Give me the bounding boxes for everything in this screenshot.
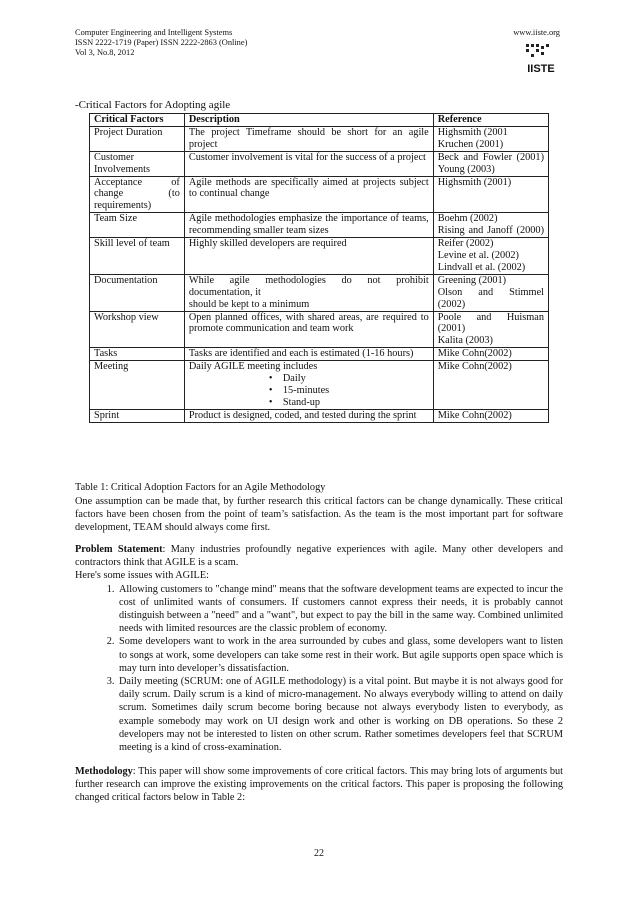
table-row: [90, 176, 549, 213]
reference-cell: [433, 126, 548, 151]
table-row: [90, 361, 549, 410]
critical-factors-table: [89, 113, 549, 423]
methodology-label: Methodology: [75, 766, 133, 777]
description-line: documentation, it: [188, 286, 261, 298]
col-header-reference: Reference: [433, 114, 548, 127]
issues-list: [75, 583, 563, 755]
factor-cell: Team Size: [90, 213, 185, 238]
methodology-text: : This paper will show some improvements of core critical factors. This may bring lots of arguments but further research can improve the existing improvements on the critical factors. This paper is proposing the following changed critical factors below in Table 2:: [75, 766, 563, 804]
col-header-description: Description: [184, 114, 433, 127]
table-row: [90, 409, 549, 422]
reference-line: Beck and Fowler (2001): [437, 151, 544, 163]
factor-cell: Customer Involvements: [90, 151, 185, 176]
factor-cell: Project Duration: [90, 126, 185, 151]
description-cell: Tasks are identified and each is estimated (1-16 hours): [184, 348, 433, 361]
description-cell: Customer involvement is vital for the success of a project: [184, 151, 433, 176]
description-cell: [184, 361, 433, 410]
description-line: should be kept to a minimum: [188, 298, 310, 310]
reference-cell: [433, 409, 548, 422]
description-cell: Agile methods are specifically aimed at projects subject to continual change: [184, 176, 433, 213]
section-title: -Critical Factors for Adopting agile: [75, 99, 231, 111]
reference-line: Mike Cohn(2002): [437, 361, 512, 373]
meeting-bullet-list: [189, 373, 429, 409]
reference-cell: [433, 238, 548, 275]
description-cell: Agile methodologies emphasize the importance of teams, recommending smaller team sizes: [184, 213, 433, 238]
factor-cell: Acceptance of change (to requirements): [90, 176, 185, 213]
reference-line: Boehm (2002): [437, 213, 498, 225]
reference-cell: [433, 361, 548, 410]
factor-cell: Documentation: [90, 274, 185, 311]
website-link[interactable]: www.iiste.org: [513, 28, 560, 37]
description-line: While agile methodologies do not prohibit: [188, 274, 429, 286]
paragraph-assumption: One assumption can be made that, by further research this critical factors can be change dynamically. These critical factors have been chosen from the point of team’s satisfaction. As the team is the most important part for software development, TEAM should always come first.: [75, 496, 563, 534]
description-line: Daily AGILE meeting includes: [188, 361, 318, 373]
table-row: [90, 274, 549, 311]
reference-line: Kalita (2003): [437, 335, 493, 347]
description-cell: Open planned offices, with shared areas, are required to promote communication and team work: [184, 311, 433, 348]
reference-cell: [433, 311, 548, 348]
methodology-paragraph: [75, 765, 563, 805]
iiste-logo: [524, 42, 558, 74]
problem-statement-paragraph: [75, 543, 563, 569]
col-header-factors: Critical Factors: [90, 114, 185, 127]
description-cell: Product is designed, coded, and tested during the sprint: [184, 409, 433, 422]
problem-statement-text: : Many industries profoundly negative experiences with agile. Many other developers and contractors think that AGILE is a scam.: [75, 544, 563, 569]
table-row: [90, 151, 549, 176]
reference-line: Levine et al. (2002): [437, 249, 519, 261]
reference-line: Olson and Stimmel (2002): [437, 286, 544, 310]
issue-item: 2. Some developers want to work in the area surrounded by cubes and glass, some developers want to listen to songs at work, some developers can take some rest in their work. But agile supports open space which is may turn into developer’s dissatisfaction.: [117, 635, 563, 675]
journal-name: Computer Engineering and Intelligent Systems: [75, 28, 233, 37]
reference-line: Young (2003): [437, 163, 495, 175]
table-row: [90, 348, 549, 361]
reference-cell: [433, 348, 548, 361]
bullet-item: • Stand-up: [269, 397, 429, 409]
reference-line: Lindvall et al. (2002): [437, 261, 526, 273]
table-caption: Table 1: Critical Adoption Factors for an Agile Methodology: [75, 482, 326, 493]
volume-line: Vol 3, No.8, 2012: [75, 48, 135, 57]
reference-line: Highsmith (2001): [437, 176, 512, 188]
description-cell: The project Timeframe should be short for an agile project: [184, 126, 433, 151]
issue-item: 3. Daily meeting (SCRUM: one of AGILE methodology) is a vital point. But maybe it is not always good for daily scrum. Daily scrum is a kind of micro-management. No always everybody willing to attend on daily scrum. Sometimes daily scrum become boring because not always everybody listen to everybody, as example somebody may work on UI design work and other is working on DB operations. So these 2 developers may not be interested to listen on other scrum. Rather sometimes developers feel that SCRUM meeting is a kind of cross-examination.: [117, 675, 563, 754]
logo-text: IISTE: [527, 63, 555, 74]
bullet-item: • 15-minutes: [269, 385, 429, 397]
problem-statement-label: Problem Statement: [75, 544, 163, 555]
factor-cell: Meeting: [90, 361, 185, 410]
reference-line: Mike Cohn(2002): [437, 409, 512, 421]
reference-cell: [433, 213, 548, 238]
page-number: 22: [314, 848, 324, 859]
reference-cell: [433, 151, 548, 176]
table-header-row: [90, 114, 549, 127]
reference-line: Reifer (2002): [437, 238, 494, 250]
factor-cell: Tasks: [90, 348, 185, 361]
reference-line: Mike Cohn(2002): [437, 348, 512, 360]
problem-statement-section: [75, 543, 563, 754]
reference-line: Greening (2001): [437, 274, 507, 286]
table-row: [90, 213, 549, 238]
reference-line: Poole and Huisman (2001): [437, 311, 544, 335]
table-row: [90, 126, 549, 151]
table-row: [90, 311, 549, 348]
bullet-item: • Daily: [269, 373, 429, 385]
reference-cell: [433, 274, 548, 311]
reference-line: Rising and Janoff (2000): [437, 225, 544, 237]
running-header: [75, 28, 247, 58]
description-cell: Highly skilled developers are required: [184, 238, 433, 275]
factor-cell: Sprint: [90, 409, 185, 422]
reference-line: Highsmith (2001: [437, 126, 508, 138]
table-row: [90, 238, 549, 275]
description-cell: [184, 274, 433, 311]
issues-intro: Here's some issues with AGILE:: [75, 570, 209, 582]
reference-line: Kruchen (2001): [437, 138, 504, 150]
reference-cell: [433, 176, 548, 213]
issn-line: ISSN 2222-1719 (Paper) ISSN 2222-2863 (Online): [75, 38, 248, 47]
factor-cell: Skill level of team: [90, 238, 185, 275]
issue-item: 1. Allowing customers to "change mind" means that the software development teams are expected to incur the cost of unlimited wants of consumers. If customers cannot express their needs, it is probably cannot distinguish between a "need" and a "want", but expect to pay the bill in the same way. Combined unlimited needs with limited resources are the classic problem of economy.: [117, 583, 563, 636]
factor-cell: Workshop view: [90, 311, 185, 348]
